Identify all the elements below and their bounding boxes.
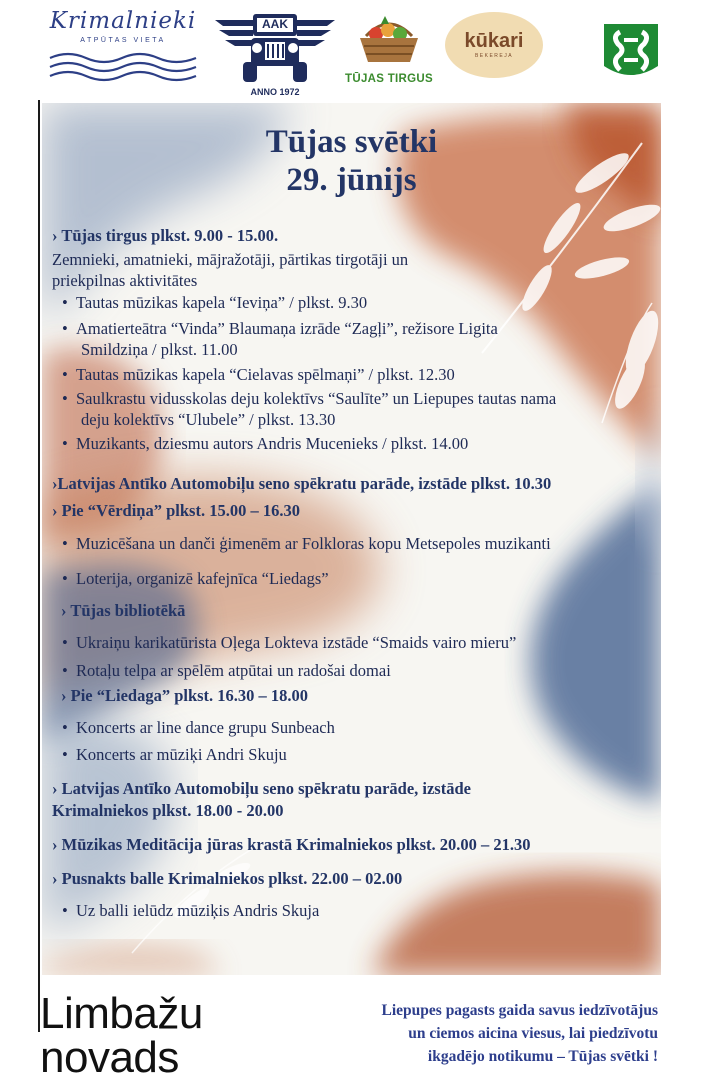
bullet-icon: • bbox=[62, 901, 68, 920]
program-item bbox=[52, 568, 655, 589]
kukari-logo-subtitle: BEKEREJA bbox=[474, 53, 514, 59]
invitation-line-2: un ciemos aicina viesus, lai piedzīvotu bbox=[408, 1025, 658, 1042]
kukari-logo bbox=[445, 12, 543, 78]
kukari-logo-name: kūkari bbox=[464, 30, 524, 52]
program-heading bbox=[52, 868, 655, 889]
program-row-text: Ukraiņu karikatūrista Oļega Lokteva izstāde “Smaids vairo mieru” bbox=[76, 633, 517, 652]
program-row-text: Amatierteātra “Vinda” Blaumaņa izrāde “Zagļi”, režisore Ligita bbox=[76, 319, 498, 338]
aak-logo-year: ANNO 1972 bbox=[250, 87, 300, 97]
krimalnieki-logo-name: Krimalnieki bbox=[49, 8, 197, 34]
waves-icon bbox=[48, 50, 198, 84]
program-item bbox=[52, 318, 655, 339]
program-row-text: Muzicēšana un danči ģimenēm ar Folkloras kopu Metsepoles muzikanti bbox=[76, 534, 551, 553]
poster-date: 29. jūnijs bbox=[286, 162, 417, 198]
invitation-line-1: Liepupes pagasts gaida savus iedzīvotājus bbox=[381, 1002, 658, 1019]
tujas-tirgus-label: TŪJAS TIRGUS bbox=[345, 73, 433, 85]
coat-of-arms-icon bbox=[602, 22, 660, 84]
program-row-text: deju kolektīvs “Ulubele” / plkst. 13.30 bbox=[81, 410, 336, 429]
event-poster bbox=[42, 103, 661, 975]
program-row-text: › Tūjas bibliotēkā bbox=[61, 601, 186, 620]
aak-logo bbox=[213, 12, 337, 102]
program-row-text: Saulkrastu vidusskolas deju kolektīvs “Saulīte” un Liepupes tautas nama bbox=[76, 389, 557, 408]
program-item bbox=[52, 433, 655, 454]
program-item-continued bbox=[52, 409, 655, 430]
program-row-text: › Mūzikas Meditācija jūras krastā Krimalniekos plkst. 20.00 – 21.30 bbox=[52, 835, 531, 854]
program-row-text: › Pie “Vērdiņa” plkst. 15.00 – 16.30 bbox=[52, 501, 300, 520]
program-heading bbox=[52, 500, 655, 521]
bullet-icon: • bbox=[62, 718, 68, 737]
program-row-text: Tautas mūzikas kapela “Ieviņa” / plkst. 9.30 bbox=[76, 293, 368, 312]
program-item bbox=[52, 632, 655, 653]
program-row-text: Koncerts ar line dance grupu Sunbeach bbox=[76, 718, 335, 737]
bullet-icon: • bbox=[62, 434, 68, 453]
limbazu-novads-logo-line1: Limbažu bbox=[40, 989, 203, 1038]
bullet-icon: • bbox=[62, 389, 68, 408]
program-heading bbox=[52, 225, 655, 246]
krimalnieki-logo bbox=[38, 8, 208, 103]
program-heading bbox=[52, 600, 655, 621]
program-row-text: Loterija, organizē kafejnīca “Liedags” bbox=[76, 569, 329, 588]
bullet-icon: • bbox=[62, 293, 68, 312]
krimalnieki-logo-subtitle: ATPŪTAS VIETA bbox=[80, 37, 166, 44]
program-row-text: Muzikants, dziesmu autors Andris Mucenieks / plkst. 14.00 bbox=[76, 434, 469, 453]
program-row-text: ›Latvijas Antīko Automobiļu seno spēkratu parāde, izstāde plkst. 10.30 bbox=[52, 474, 552, 493]
program-row-text: Rotaļu telpa ar spēlēm atpūtai un radošai domai bbox=[76, 661, 391, 680]
bullet-icon: • bbox=[62, 534, 68, 553]
poster-title: Tūjas svētki bbox=[265, 124, 438, 160]
program-row-text: Krimalniekos plkst. 18.00 - 20.00 bbox=[52, 801, 284, 820]
program-row-text: › Pie “Liedaga” plkst. 16.30 – 18.00 bbox=[61, 686, 309, 705]
program-text bbox=[52, 249, 655, 270]
program-heading bbox=[52, 834, 655, 855]
program-item bbox=[52, 660, 655, 681]
program-text bbox=[52, 270, 655, 291]
bullet-icon: • bbox=[62, 365, 68, 384]
program-row-text: › Pusnakts balle Krimalniekos plkst. 22.00 – 02.00 bbox=[52, 869, 403, 888]
program-item bbox=[52, 388, 655, 409]
tujas-tirgus-logo bbox=[344, 14, 434, 89]
program-row-text: Smildziņa / plkst. 11.00 bbox=[81, 340, 238, 359]
bullet-icon: • bbox=[62, 569, 68, 588]
program-item bbox=[52, 292, 655, 313]
bullet-icon: • bbox=[62, 633, 68, 652]
program-item bbox=[52, 900, 655, 921]
program-row-text: Uz balli ielūdz mūziķis Andris Skuja bbox=[76, 901, 320, 920]
bullet-icon: • bbox=[62, 745, 68, 764]
program-row-text: › Tūjas tirgus plkst. 9.00 - 15.00. bbox=[52, 226, 279, 245]
program-item bbox=[52, 717, 655, 738]
bullet-icon: • bbox=[62, 319, 68, 338]
program-item bbox=[52, 533, 655, 554]
basket-icon bbox=[354, 14, 424, 66]
program-row-text: priekpilnas aktivitātes bbox=[52, 271, 198, 290]
program-item bbox=[52, 744, 655, 765]
program-row-text: › Latvijas Antīko Automobiļu seno spēkratu parāde, izstāde bbox=[52, 779, 471, 798]
program-row-text: Koncerts ar mūziķi Andri Skuju bbox=[76, 745, 287, 764]
program-item bbox=[52, 364, 655, 385]
aak-logo-initials: AAK bbox=[262, 17, 288, 31]
bullet-icon: • bbox=[62, 661, 68, 680]
program-row-text: Zemnieki, amatnieki, mājražotāji, pārtikas tirgotāji un bbox=[52, 250, 409, 269]
program-heading bbox=[52, 473, 655, 494]
program-row-text: Tautas mūzikas kapela “Cielavas spēlmaņi” / plkst. 12.30 bbox=[76, 365, 455, 384]
program-item-continued bbox=[52, 339, 655, 360]
program-heading bbox=[52, 800, 655, 821]
invitation-line-3: ikgadējo notikumu – Tūjas svētki ! bbox=[427, 1048, 658, 1065]
left-rule bbox=[38, 100, 40, 1032]
program-heading bbox=[52, 778, 655, 799]
limbazu-novads-logo-line2: novads bbox=[40, 1033, 179, 1082]
program-heading bbox=[52, 685, 655, 706]
